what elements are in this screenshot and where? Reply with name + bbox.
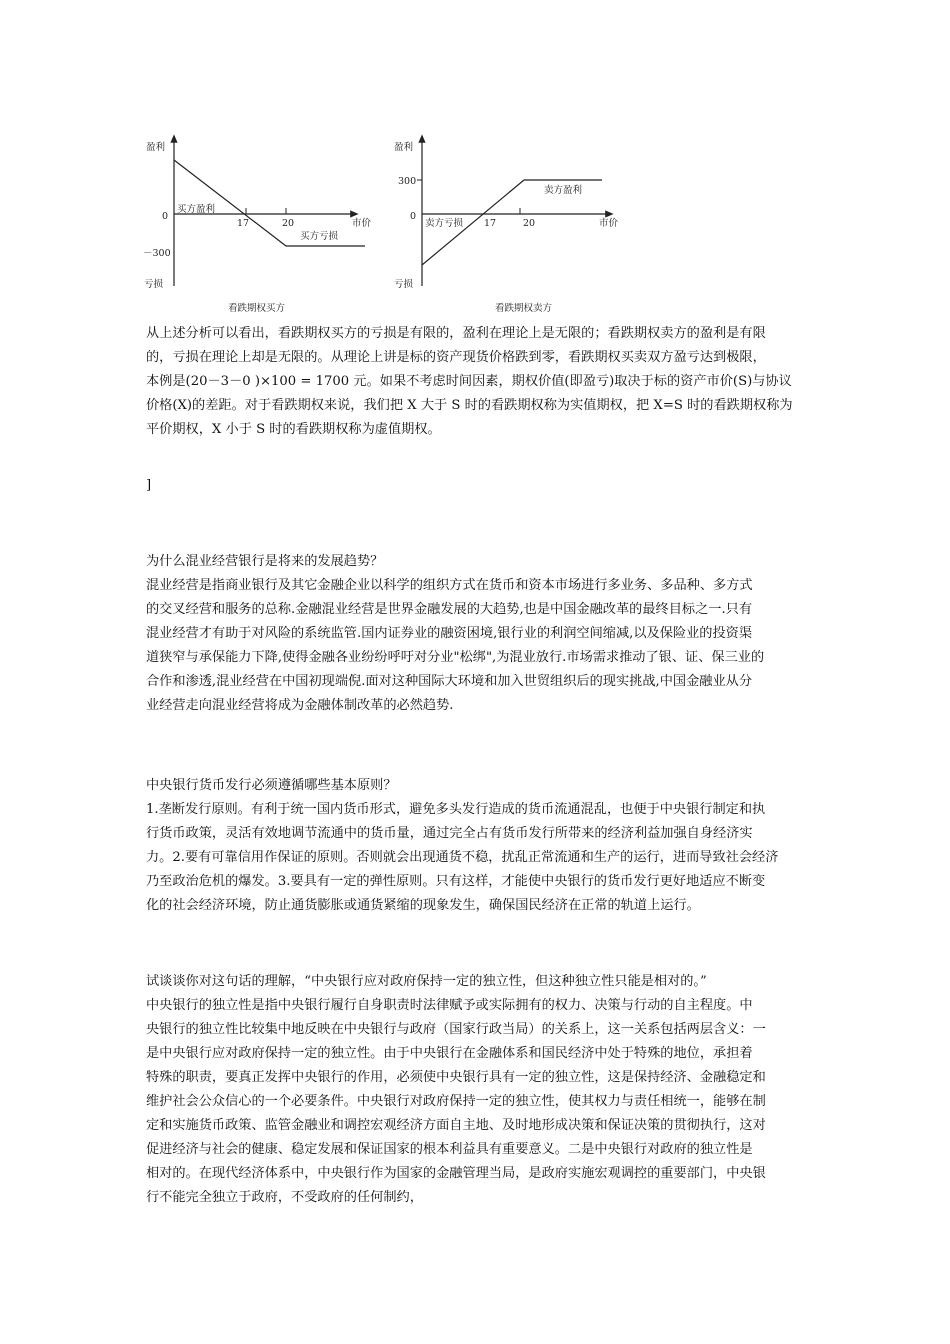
right-caption: 看跌期权卖方 <box>495 303 553 314</box>
left-x-axis-label: 市价 <box>352 218 372 229</box>
paragraph-line: 的交叉经营和服务的总称.金融混业经营是世界金融发展的大趋势,也是中国金融改革的最终目标之一.只有 <box>146 602 753 617</box>
right-tick-label-300: 300 <box>398 176 417 187</box>
question-central-bank-independence: 试谈谈你对这句话的理解，“中央银行应对政府保持一定的独立性，但这种独立性只能是相对的。” <box>146 974 707 989</box>
chart-put-seller <box>394 138 619 314</box>
left-y-label-top: 盈利 <box>146 142 166 153</box>
paragraph-line: 促进经济与社会的健康、稳定发展和保证国家的根本利益具有重要意义。二是中央银行对政府的独立性是 <box>146 1142 753 1157</box>
paragraph-line: 是中央银行应对政府保持一定的独立性。由于中央银行在金融体系和国民经济中处于特殊的地位，承担着 <box>146 1046 753 1061</box>
right-y-label-bottom: 亏损 <box>394 279 414 290</box>
charts-svg <box>140 130 640 320</box>
paragraph-line: 道狭窄与承保能力下降,使得金融各业纷纷呼吁对分业"松绑",为混业放行.市场需求推动了银、证、保三业的 <box>146 650 765 665</box>
right-y-label-top: 盈利 <box>394 142 414 153</box>
paragraph-line: 合作和渗透,混业经营在中国初现端倪.面对这种国际大环境和加入世贸组织后的现实挑战,中国金融业从分 <box>146 674 753 689</box>
paragraph-line: 行货币政策，灵活有效地调节流通中的货币量，通过完全占有货币发行所带来的经济利益加强自身经济实 <box>146 826 753 841</box>
paragraph-line: 化的社会经济环境，防止通货膨胀或通货紧缩的现象发生，确保国民经济在正常的轨道上运行。 <box>146 898 700 913</box>
right-x-axis-label: 市价 <box>599 218 619 229</box>
left-label-20: 20 <box>282 218 295 229</box>
left-loss-label: 买方亏损 <box>300 231 339 242</box>
paragraph-line: 相对的。在现代经济体系中，中央银行作为国家的金融管理当局，是政府实施宏观调控的重要部门，中央银 <box>146 1166 766 1181</box>
right-label-20: 20 <box>523 218 536 229</box>
left-profit-label: 买方盈利 <box>177 204 216 215</box>
paragraph-line: 央银行的独立性比较集中地反映在中央银行与政府（国家行政当局）的关系上，这一关系包括两层含义：一 <box>146 1022 766 1037</box>
paragraph-line: 从上述分析可以看出，看跌期权买方的亏损是有限的，盈利在理论上是无限的；看跌期权卖方的盈利是有限 <box>146 326 766 341</box>
paragraph-line: 行不能完全独立于政府，不受政府的任何制约， <box>146 1190 423 1205</box>
paragraph-line: 定和实施货币政策、监管金融业和调控宏观经济方面自主地、及时地形成决策和保证决策的贯彻执行，这对 <box>146 1118 766 1133</box>
paragraph-line: 业经营走向混业经营将成为金融体制改革的必然趋势. <box>146 698 454 713</box>
left-y-label-bottom: 亏损 <box>144 279 164 290</box>
question-mixed-operation: 为什么混业经营银行是将来的发展趋势？ <box>146 554 384 569</box>
stray-bracket: ] <box>146 478 152 493</box>
options-analysis-paragraph <box>146 322 810 442</box>
paragraph-line: 力。2.要有可靠信用作保证的原则。否则就会出现通货不稳，扰乱正常流通和生产的运行，进而导致社会经济 <box>146 850 779 865</box>
left-label-17: 17 <box>237 218 250 229</box>
left-tick-neg300: －300 <box>143 248 171 259</box>
paragraph-line: 本例是(20－3－0 )×100 = 1700 元。如果不考虑时间因素，期权价值(即盈亏)取决于标的资产市价(S)与协议 <box>146 374 792 389</box>
answer-mixed-operation <box>146 574 810 718</box>
right-label-17: 17 <box>484 218 497 229</box>
left-caption: 看跌期权买方 <box>228 303 286 314</box>
answer-central-bank-independence <box>146 994 810 1210</box>
answer-currency-issuance <box>146 798 810 918</box>
paragraph-line: 价格(X)的差距。对于看跌期权来说，我们把 X 大于 S 时的看跌期权称为实值期权，把 X=S 时的看跌期权称为 <box>146 398 793 413</box>
paragraph-line: 的，亏损在理论上却是无限的。从理论上讲是标的资产现货价格跌到零，看跌期权买卖双方盈亏达到极限， <box>146 350 766 365</box>
left-zero: 0 <box>162 211 169 222</box>
right-zero: 0 <box>410 211 417 222</box>
paragraph-line: 混业经营才有助于对风险的系统监管.国内证券业的融资困境,银行业的利润空间缩减,以及保险业的投资渠 <box>146 626 753 641</box>
question-currency-issuance: 中央银行货币发行必须遵循哪些基本原则？ <box>146 778 397 793</box>
paragraph-line: 维护社会公众信心的一个必要条件。中央银行对政府保持一定的独立性，使其权力与责任相统一，能够在制 <box>146 1094 766 1109</box>
paragraph-line: 1.垄断发行原则。有利于统一国内货币形式，避免多头发行造成的货币流通混乱，也便于中央银行制定和执 <box>146 802 766 817</box>
chart-put-buyer <box>143 138 372 314</box>
paragraph-line: 特殊的职责，要真正发挥中央银行的作用，必须使中央银行具有一定的独立性，这是保持经济、金融稳定和 <box>146 1070 766 1085</box>
option-payoff-charts <box>140 130 640 320</box>
paragraph-line: 平价期权，X 小于 S 时的看跌期权称为虚值期权。 <box>146 422 441 437</box>
right-loss-label: 卖方亏损 <box>425 218 464 229</box>
paragraph-line: 乃至政治危机的爆发。3.要具有一定的弹性原则。只有这样，才能使中央银行的货币发行更好地适应不断变 <box>146 874 766 889</box>
paragraph-line: 混业经营是指商业银行及其它金融企业以科学的组织方式在货币和资本市场进行多业务、多品种、多方式 <box>146 578 753 593</box>
right-profit-label: 卖方盈利 <box>544 185 583 196</box>
paragraph-line: 中央银行的独立性是指中央银行履行自身职责时法律赋予或实际拥有的权力、决策与行动的自主程度。中 <box>146 998 753 1013</box>
